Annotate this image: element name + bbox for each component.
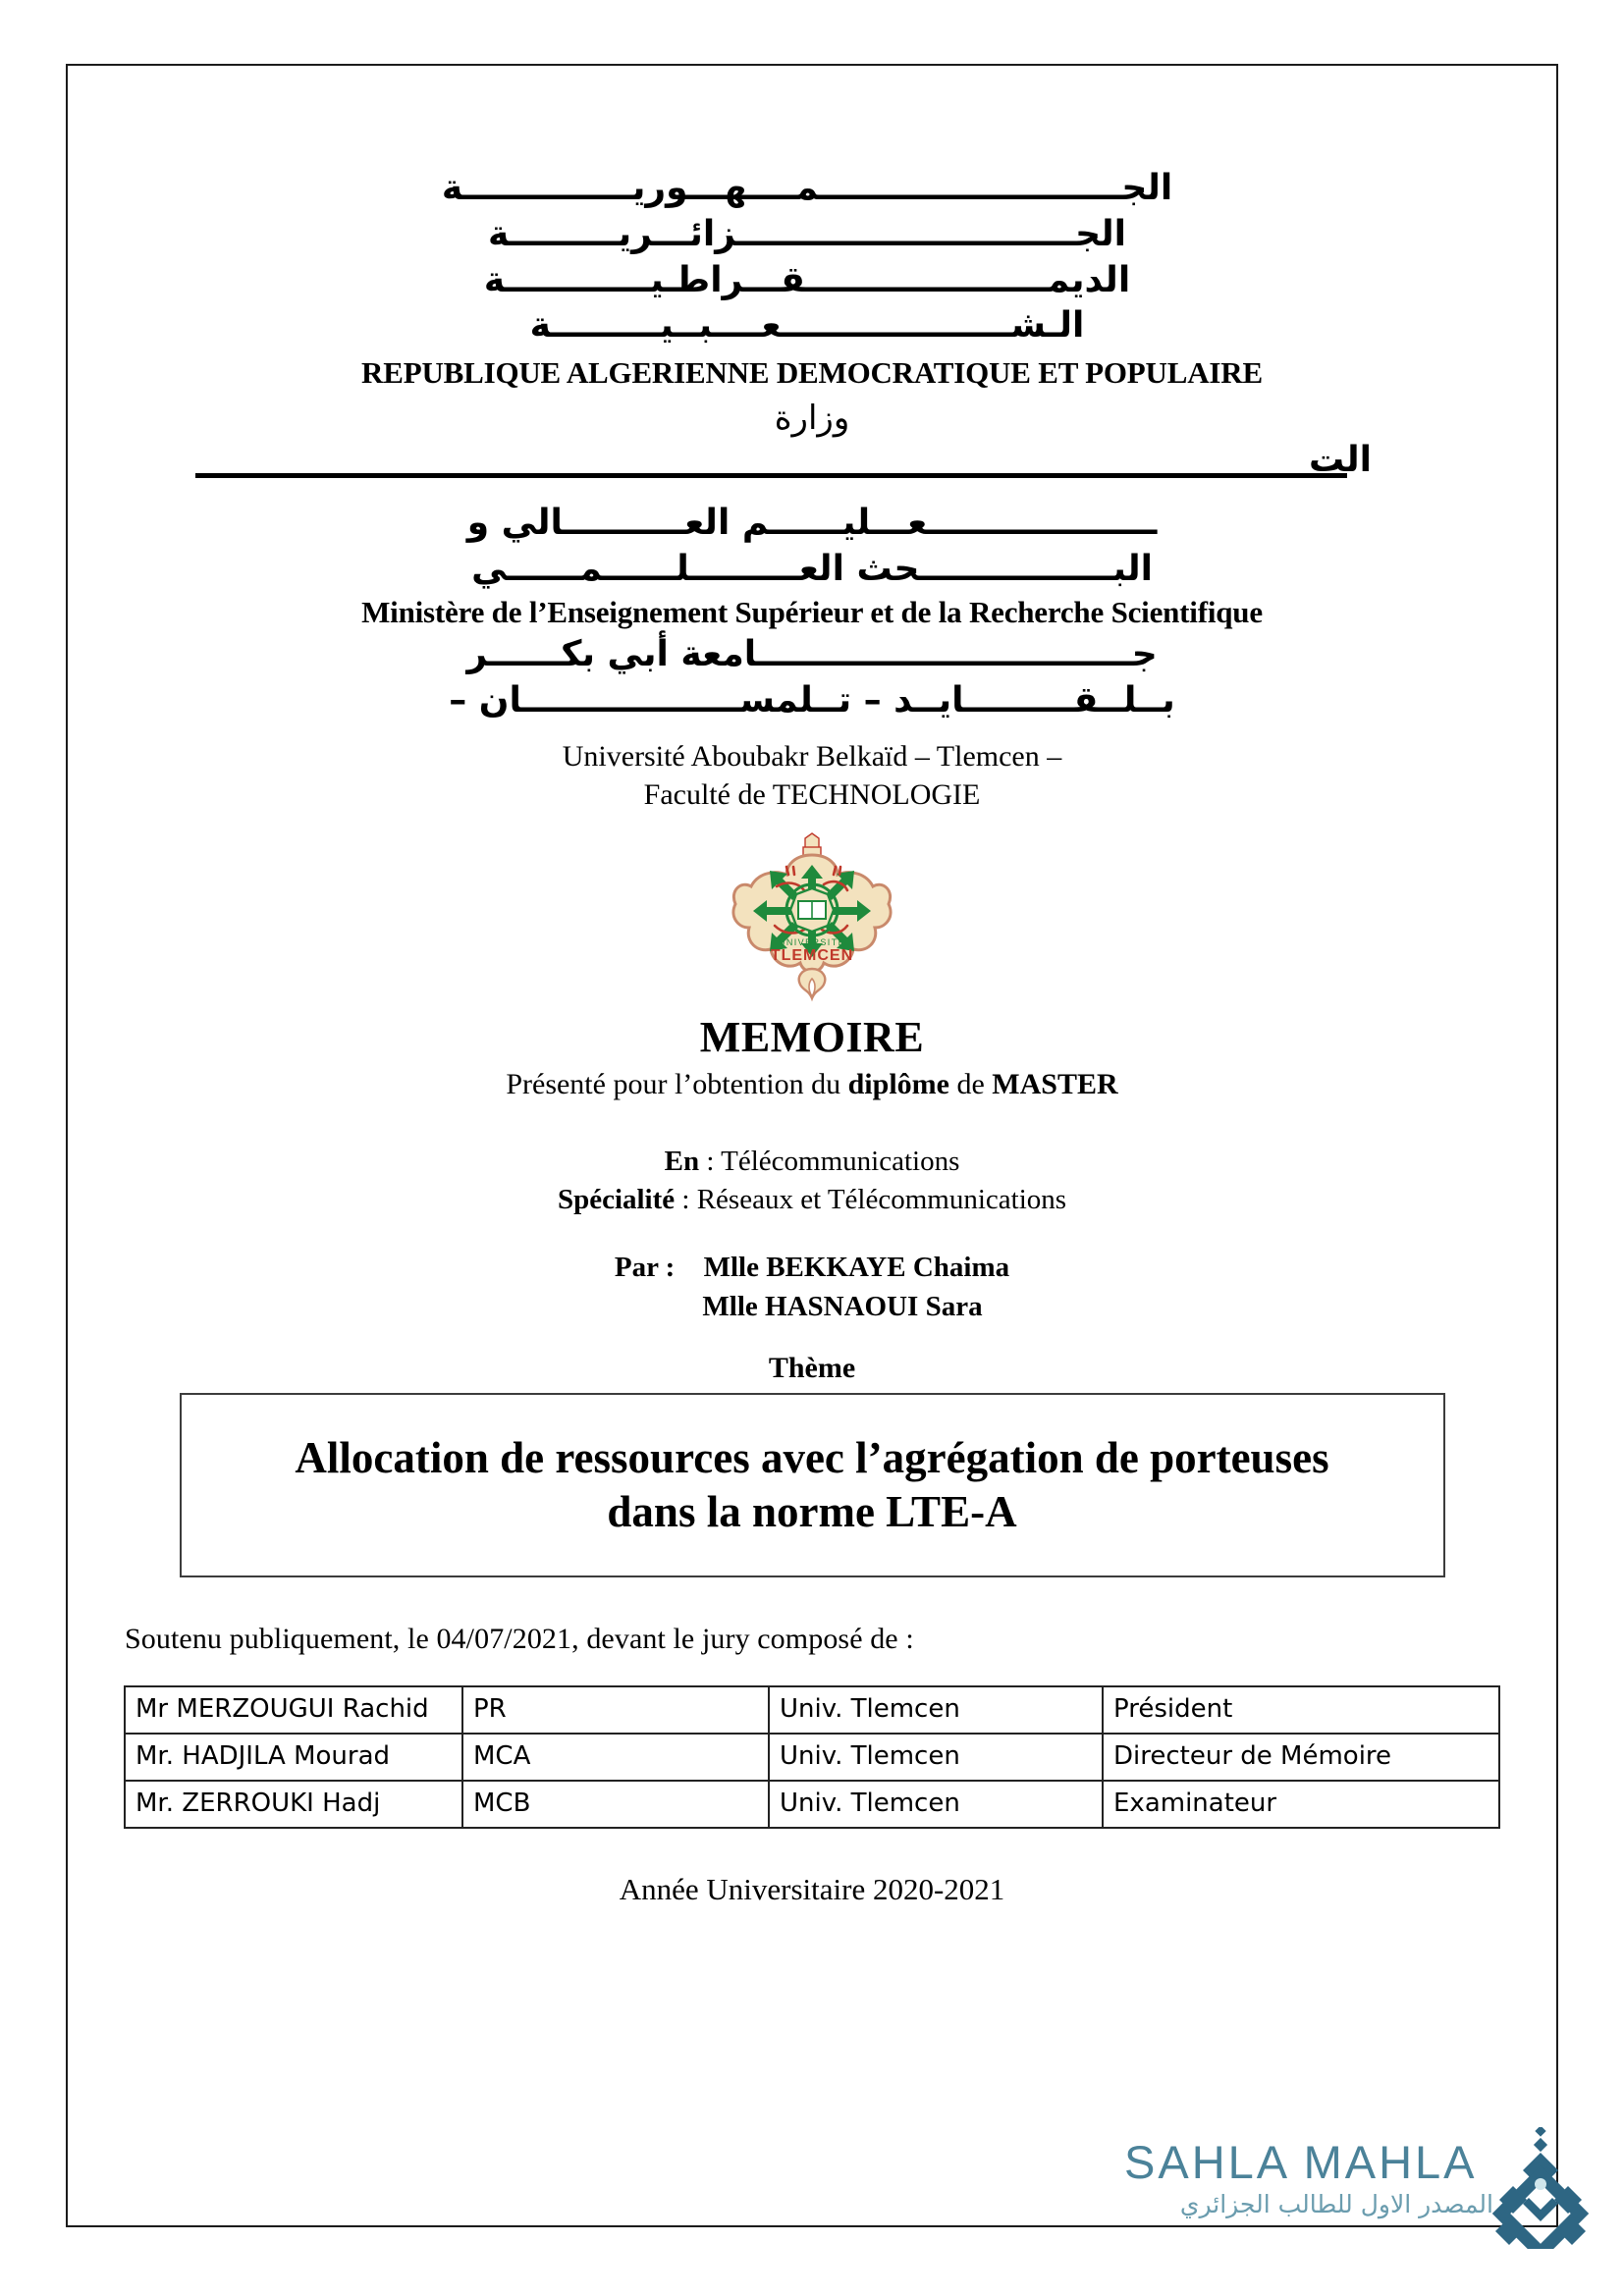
- table-row: [125, 1686, 1499, 1734]
- jury-grade-1: PR: [462, 1686, 769, 1734]
- universite-tlemcen-logo: [730, 831, 894, 1006]
- theme-title-text: [271, 1431, 1352, 1539]
- sahla-mahla-brand-text: SAHLA MAHLA: [1124, 2136, 1478, 2188]
- faculty-name-french: Faculté de TECHNOLOGIE: [643, 778, 981, 812]
- academic-year: Année Universitaire 2020-2021: [619, 1871, 1005, 1906]
- jury-affiliation-2: Univ. Tlemcen: [769, 1734, 1103, 1781]
- jury-role-3: Examinateur: [1103, 1781, 1499, 1828]
- ministry-arabic-line-2: ـــــــــــــــــــعـــليــــــم العــــــــــالي و: [466, 503, 1158, 544]
- jury-name-3: Mr. ZERROUKI Hadj: [125, 1781, 462, 1828]
- filiere-line: [66, 1143, 1558, 1180]
- university-heading-arabic: [66, 632, 1558, 724]
- defense-sentence: Soutenu publiquement, le 04/07/2021, devant le jury composé de :: [125, 1622, 914, 1655]
- memoire-subtitle-part1: Présenté pour l’obtention du: [506, 1068, 848, 1101]
- sahla-mahla-watermark: [1124, 2135, 1586, 2249]
- theme-title-box: [180, 1393, 1445, 1577]
- par-label: Par :: [614, 1251, 676, 1283]
- logo-caption-tlemcen: TLEMCEN: [770, 947, 854, 965]
- ministry-line-french: Ministère de l’Enseignement Supérieur et de la Recherche Scientifique: [361, 594, 1263, 629]
- jury-affiliation-1: Univ. Tlemcen: [769, 1686, 1103, 1734]
- memoire-title: MEMOIRE: [699, 1013, 925, 1062]
- memoire-subtitle-diplome: diplôme: [847, 1068, 949, 1101]
- theme-label: Thème: [768, 1351, 856, 1384]
- jury-affiliation-3: Univ. Tlemcen: [769, 1781, 1103, 1828]
- kashida-rule-long: [195, 473, 1347, 478]
- jury-grade-3: MCB: [462, 1781, 769, 1828]
- republic-arabic-line-3: الديمــــــــــــــــــــقـــراطـيــــــــــــة: [483, 259, 1131, 300]
- sahla-mahla-tagline-arabic: المصدر الاول للطالب الجزائري: [1179, 2190, 1493, 2218]
- author-1: Mlle BEKKAYE Chaima: [703, 1251, 1010, 1283]
- authors-first-row: [66, 1248, 1558, 1287]
- ministry-heading-arabic: [66, 501, 1558, 593]
- table-row: [125, 1734, 1499, 1781]
- specialite-line: [66, 1181, 1558, 1218]
- university-arabic-line-1: جـــــــــــــــــــــــــــــــامعة أبي بكــــــر: [466, 633, 1158, 674]
- berber-diamond-ornament-icon: [1489, 2127, 1592, 2249]
- jury-name-1: Mr MERZOUGUI Rachid: [125, 1686, 462, 1734]
- jury-role-2: Directeur de Mémoire: [1103, 1734, 1499, 1781]
- table-row: [125, 1781, 1499, 1828]
- page-content: [66, 64, 1558, 2227]
- authors-block: [66, 1248, 1558, 1326]
- ministry-kashida-rule-row: [66, 440, 1558, 481]
- memoire-subtitle: [66, 1068, 1558, 1101]
- jury-table: [124, 1685, 1500, 1829]
- theme-title-line-2: dans la norme LTE-A: [607, 1486, 1017, 1536]
- specialite-label: Spécialité: [557, 1183, 676, 1215]
- logo-caption-universite: UNIVERSITE: [778, 937, 846, 948]
- university-name-french: Université Aboubakr Belkaïd – Tlemcen –: [562, 740, 1062, 774]
- jury-grade-2: MCA: [462, 1734, 769, 1781]
- memoire-subtitle-master: MASTER: [992, 1068, 1118, 1101]
- ministry-arabic-line-3: البــــــــــــــــحث العـــــــــلــــــمــــــي: [471, 548, 1153, 589]
- jury-role-1: Président: [1103, 1686, 1499, 1734]
- republic-line-french: REPUBLIQUE ALGERIENNE DEMOCRATIQUE ET POPULAIRE: [361, 355, 1263, 391]
- ministry-arabic-wizara: وزارة: [774, 399, 850, 439]
- author-2: Mlle HASNAOUI Sara: [702, 1290, 983, 1322]
- authors-second-row: [66, 1287, 1558, 1326]
- specialite-value: : Réseaux et Télécommunications: [675, 1183, 1067, 1215]
- jury-name-2: Mr. HADJILA Mourad: [125, 1734, 462, 1781]
- logo-container: [66, 831, 1558, 1008]
- filiere-value: : Télécommunications: [699, 1146, 960, 1178]
- ministry-arabic-line1-right: الت: [1309, 440, 1372, 481]
- republic-heading-arabic: [66, 166, 1558, 349]
- republic-arabic-line-4: الـشـــــــــــــــــــعــــبــيـــــــــة: [529, 305, 1085, 347]
- theme-title-line-1: Allocation de ressources avec l’agrégation de porteuses: [295, 1433, 1329, 1483]
- memoire-subtitle-part2: de: [948, 1068, 993, 1101]
- republic-arabic-line-2: الجــــــــــــــــــــــــــــزائـــريـــــــــة: [488, 213, 1126, 254]
- filiere-label: En: [664, 1146, 700, 1178]
- university-arabic-line-2: بــلــقـــــــــايــد – تــلمســــــــــــــــــان –: [449, 679, 1175, 721]
- republic-arabic-line-1: الجـــــــــــــــــــــــــمــــهـــوريــــــــــــــة: [441, 168, 1173, 208]
